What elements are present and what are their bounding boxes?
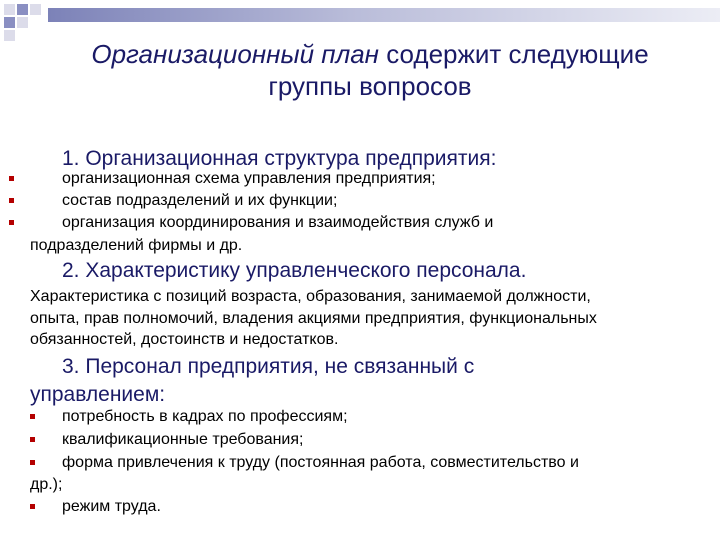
slide-title xyxy=(40,38,700,102)
section1-heading: 1. Организационная структура предприятия: xyxy=(62,147,497,170)
title-rest: содержит следующие xyxy=(379,39,649,69)
section3-bullet-2: квалификационные требования; xyxy=(62,431,304,448)
bullet-icon xyxy=(30,504,35,509)
bullet-icon xyxy=(30,414,35,419)
section2-heading: 2. Характеристику управленческого персонала. xyxy=(62,259,527,282)
section2-line-3: обязанностей, достоинств и недостатков. xyxy=(30,331,339,348)
section3-bullet-3: форма привлечения к труду (постоянная работа, совместительство и xyxy=(62,454,579,471)
decor-square xyxy=(17,4,28,15)
decor-square xyxy=(4,17,15,28)
decor-square xyxy=(4,30,15,41)
section3-continuation: др.); xyxy=(30,476,63,493)
section3-last-bullet: режим труда. xyxy=(62,498,161,515)
decor-square xyxy=(4,4,15,15)
bullet-icon xyxy=(30,460,35,465)
bullet-icon xyxy=(30,437,35,442)
section1-bullet-1: организационная схема управления предприятия; xyxy=(62,170,436,187)
section2-line-1: Характеристика с позиций возраста, образования, занимаемой должности, xyxy=(30,288,591,305)
title-italic: Организационный план xyxy=(91,39,379,69)
section2-line-2: опыта, прав полномочий, владения акциями предприятия, функциональных xyxy=(30,310,597,327)
bullet-icon xyxy=(9,198,14,203)
decorative-header xyxy=(0,0,720,40)
decor-bar xyxy=(48,8,720,22)
section3-heading-1: 3. Персонал предприятия, не связанный с xyxy=(62,355,475,378)
decor-square xyxy=(17,17,28,28)
section3-bullet-1: потребность в кадрах по профессиям; xyxy=(62,408,348,425)
section3-heading-2: управлением: xyxy=(30,383,166,406)
bullet-icon xyxy=(9,220,14,225)
title-line2: группы вопросов xyxy=(268,71,472,101)
section1-bullet-2: состав подразделений и их функции; xyxy=(62,192,338,209)
decor-square xyxy=(30,4,41,15)
section1-bullet-3: организация координирования и взаимодействия служб и xyxy=(62,214,494,231)
bullet-icon xyxy=(9,176,14,181)
section1-continuation: подразделений фирмы и др. xyxy=(30,237,243,254)
